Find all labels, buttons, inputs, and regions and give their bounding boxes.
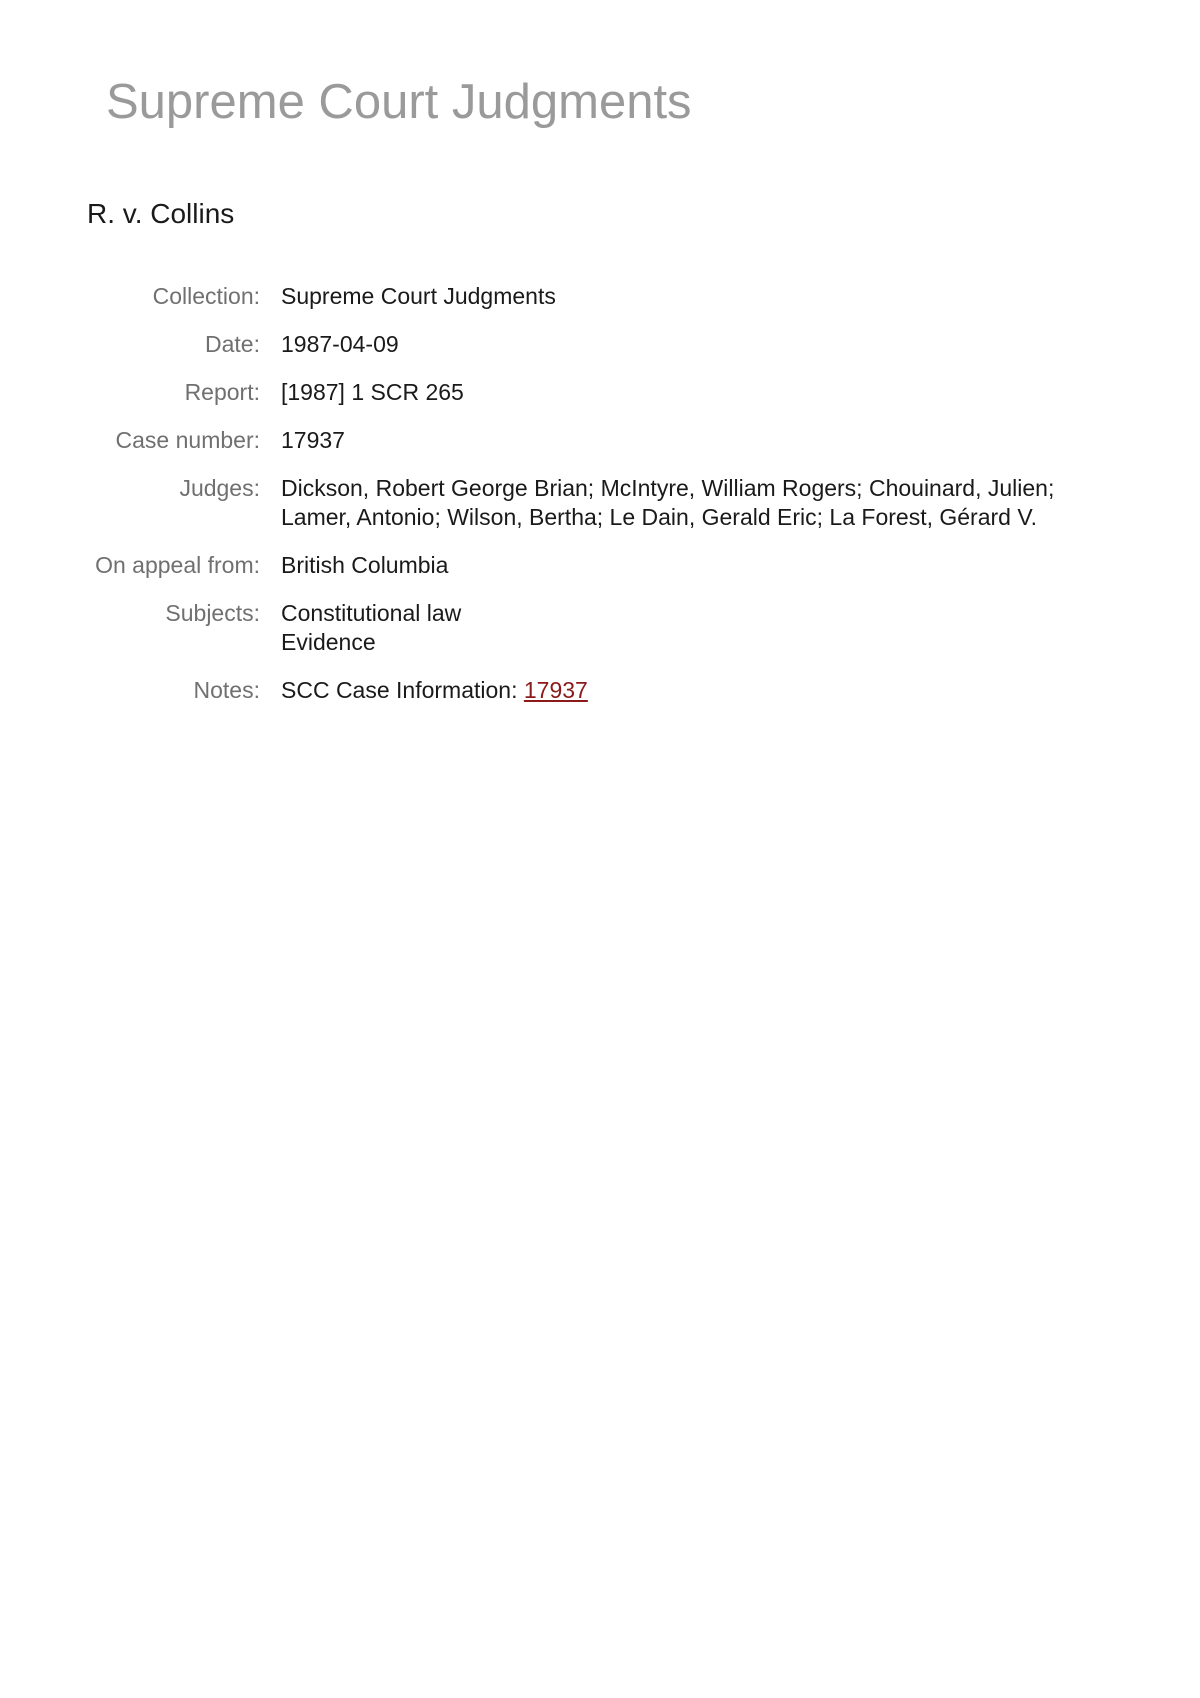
metadata-row-date bbox=[0, 330, 1200, 359]
metadata-row-report bbox=[0, 378, 1200, 407]
collection-value: Supreme Court Judgments bbox=[281, 283, 556, 309]
metadata-row-case-number bbox=[0, 426, 1200, 455]
notes-value bbox=[281, 676, 1111, 705]
metadata-row-judges bbox=[0, 474, 1200, 532]
metadata-row-subjects bbox=[0, 599, 1200, 657]
site-title: Supreme Court Judgments bbox=[106, 75, 692, 129]
subject-item: Evidence bbox=[281, 629, 376, 655]
case-number-value: 17937 bbox=[281, 427, 345, 453]
subject-item: Constitutional law bbox=[281, 600, 462, 626]
notes-prefix: SCC Case Information: bbox=[281, 677, 524, 703]
metadata-row-notes bbox=[0, 676, 1200, 705]
notes-label: Notes: bbox=[193, 677, 260, 703]
subjects-label: Subjects: bbox=[165, 600, 260, 626]
date-value: 1987-04-09 bbox=[281, 331, 399, 357]
report-label: Report: bbox=[184, 379, 260, 405]
judges-label: Judges: bbox=[179, 475, 260, 501]
report-value: [1987] 1 SCR 265 bbox=[281, 379, 464, 405]
case-metadata bbox=[0, 282, 1200, 724]
collection-label: Collection: bbox=[152, 283, 260, 309]
scc-case-information-link[interactable]: 17937 bbox=[523, 677, 588, 703]
judges-value: Dickson, Robert George Brian; McIntyre, William Rogers; Chouinard, Julien; Lamer, Antonio; Wilson, Bertha; Le Dain, Gerald Eric; La Forest, Gérard V. bbox=[281, 475, 1055, 530]
metadata-row-collection bbox=[0, 282, 1200, 311]
metadata-row-appeal-from bbox=[0, 551, 1200, 580]
subjects-value bbox=[281, 599, 1111, 657]
appeal-from-value: British Columbia bbox=[281, 552, 449, 578]
case-title: R. v. Collins bbox=[87, 198, 235, 229]
case-number-label: Case number: bbox=[115, 427, 260, 453]
date-label: Date: bbox=[205, 331, 260, 357]
appeal-from-label: On appeal from: bbox=[95, 552, 260, 578]
